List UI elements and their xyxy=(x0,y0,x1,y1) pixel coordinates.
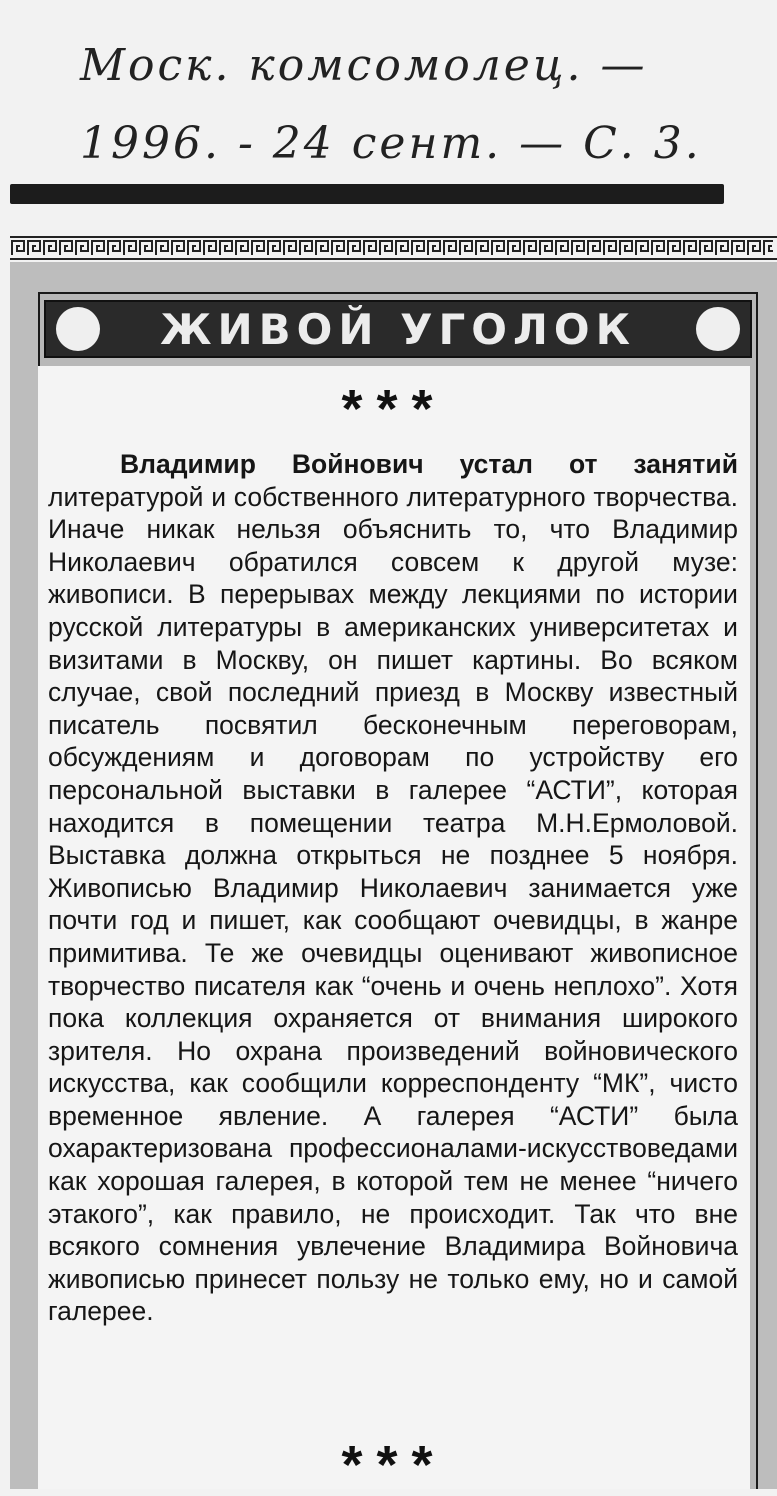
meander-segment xyxy=(508,241,520,255)
meander-segment xyxy=(540,241,552,255)
meander-segment xyxy=(380,241,392,255)
rubric-banner xyxy=(44,300,752,358)
meander-segment xyxy=(492,241,504,255)
meander-segment xyxy=(444,241,456,255)
meander-segment xyxy=(140,241,152,255)
meander-segment xyxy=(268,241,280,255)
meander-segment xyxy=(764,241,773,255)
meander-segment xyxy=(748,241,760,255)
meander-segment xyxy=(668,241,680,255)
meander-segment xyxy=(284,241,296,255)
meander-segment xyxy=(60,241,72,255)
meander-segment xyxy=(156,241,168,255)
meander-segment xyxy=(524,241,536,255)
rubric-title: ЖИВОЙ УГОЛОК xyxy=(160,304,636,354)
article-lead: Владимир Войнович устал от занятий xyxy=(120,449,738,479)
meander-segment xyxy=(684,241,696,255)
meander-segment xyxy=(204,241,216,255)
meander-segment xyxy=(700,241,712,255)
meander-segment xyxy=(108,241,120,255)
meander-segment xyxy=(572,241,584,255)
circle-ornament-icon xyxy=(696,307,740,351)
meander-segment xyxy=(428,241,440,255)
meander-segment xyxy=(460,241,472,255)
meander-segment xyxy=(716,241,728,255)
meander-segment xyxy=(348,241,360,255)
article xyxy=(38,366,750,1495)
meander-segment xyxy=(620,241,632,255)
meander-segment xyxy=(476,241,488,255)
circle-ornament-icon xyxy=(56,307,100,351)
meander-segment xyxy=(588,241,600,255)
meander-segment xyxy=(300,241,312,255)
meander-segment xyxy=(12,241,24,255)
meander-segment xyxy=(252,241,264,255)
meander-segment xyxy=(604,241,616,255)
meander-segment xyxy=(92,241,104,255)
meander-segment xyxy=(364,241,376,255)
meander-segment xyxy=(44,241,56,255)
article-text: литературой и собственного литературного творчества. Иначе никак нельзя объяснить то, что Владимир Николаевич обратился совсем к другой музе: живописи. В перерывах между лекциями по истории русской литературы в американских университетах и визитами в Москву, он пишет картины. Во всяком случае, свой последний приезд в Москву известный писатель посвятил бесконечным переговорам, обсуждениям и договорам по устройству его персональной выставки в галерее “АСТИ”, которая находится в помещении театра М.Н.Ермоловой. Выставка должна открыться не позднее 5 ноября. Живописью Владимир Николаевич занимается уже почти год и пишет, как сообщают очевидцы, в жанре примитива. Те же очевидцы оценивают живописное творчество писателя как “очень и очень неплохо”. Хотя пока коллекция охраняется от внимания широкого зрителя. Но охрана произведений войновического искусства, как сообщили корреспонденту “МК”, чисто временное явление. А галерея “АСТИ” была охарактеризована профессионалами-искусствоведами как хорошая галерея, в которой тем не менее “ничего этакого”, как правило, не происходит. Так что вне всякого сомнения увлечение Владимира Войновича живописью принесет пользу не только ему, но и самой галерее. xyxy=(48,481,738,1327)
meander-segment xyxy=(636,241,648,255)
meander-segment xyxy=(332,241,344,255)
meander-segment xyxy=(188,241,200,255)
meander-segment xyxy=(236,241,248,255)
header-rule xyxy=(10,184,724,204)
meander-segment xyxy=(556,241,568,255)
handwritten-date-note: 1996. - 24 сент. — С. 3. xyxy=(80,118,702,169)
meander-segment xyxy=(732,241,744,255)
asterisk-ornament: *** xyxy=(341,379,447,439)
asterisk-ornament-bottom: *** xyxy=(341,1435,447,1495)
meander-segment xyxy=(396,241,408,255)
meander-segment xyxy=(172,241,184,255)
greek-key-pattern xyxy=(10,238,773,258)
handwritten-source-note: Моск. комсомолец. — xyxy=(80,40,648,91)
meander-segment xyxy=(220,241,232,255)
article-body xyxy=(48,448,738,1328)
greek-key-border xyxy=(10,236,777,260)
meander-segment xyxy=(76,241,88,255)
meander-segment xyxy=(124,241,136,255)
meander-segment xyxy=(412,241,424,255)
meander-segment xyxy=(316,241,328,255)
meander-segment xyxy=(652,241,664,255)
meander-segment xyxy=(28,241,40,255)
